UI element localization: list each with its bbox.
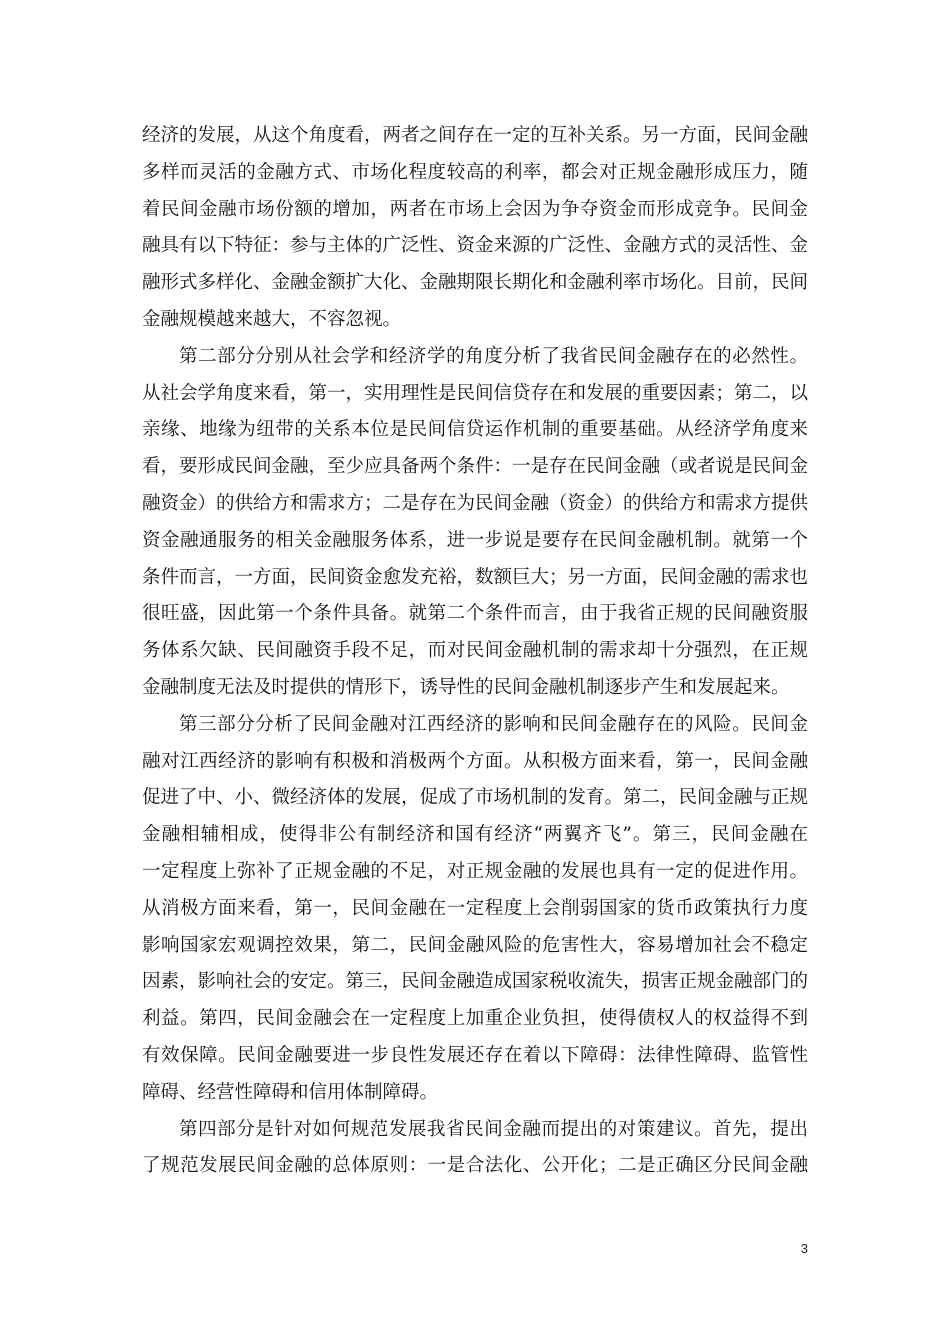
text-line: 第二部分分别从社会学和经济学的角度分析了我省民间金融存在的必然性。 bbox=[179, 345, 808, 367]
text-line: 影响国家宏观调控效果，第二，民间金融风险的危害性大，容易增加社会不稳定 bbox=[142, 934, 808, 956]
text-line: 多样而灵活的金融方式、市场化程度较高的利率，都会对正规金融形成压力，随 bbox=[142, 161, 808, 183]
text-line: 一定程度上弥补了正规金融的不足，对正规金融的发展也具有一定的促进作用。 bbox=[142, 860, 808, 882]
text-line: 很旺盛，因此第一个条件具备。就第二个条件而言，由于我省正规的民间融资服 bbox=[142, 603, 808, 625]
text-line: 融资金）的供给方和需求方；二是存在为民间金融（资金）的供给方和需求方提供 bbox=[142, 492, 809, 514]
text-line: 金融制度无法及时提供的情形下，诱导性的民间金融机制逐步产生和发展起来。 bbox=[142, 676, 790, 698]
text-line: 融形式多样化、金融金额扩大化、金融期限长期化和金融利率市场化。目前，民间 bbox=[142, 272, 809, 294]
text-line: 障碍、经营性障碍和信用体制障碍。 bbox=[142, 1081, 439, 1103]
text-line: 了规范发展民间金融的总体原则：一是合法化、公开化；二是正确区分民间金融 bbox=[142, 1155, 808, 1177]
text-line: 务体系欠缺、民间融资手段不足，而对民间金融机制的需求却十分强烈，在正规 bbox=[142, 640, 808, 662]
text-line: 资金融通服务的相关金融服务体系，进一步说是要存在民间金融机制。就第一个 bbox=[142, 529, 808, 551]
text-line: 第三部分分析了民间金融对江西经济的影响和民间金融存在的风险。民间金 bbox=[179, 713, 808, 735]
text-line: 第四部分是针对如何规范发展我省民间金融而提出的对策建议。首先，提出 bbox=[179, 1118, 808, 1140]
text-line: 促进了中、小、微经济体的发展，促成了市场机制的发育。第二，民间金融与正规 bbox=[142, 787, 809, 809]
text-line: 亲缘、地缘为纽带的关系本位是民间信贷运作机制的重要基础。从经济学角度来 bbox=[142, 419, 808, 441]
paragraph bbox=[142, 118, 808, 339]
text-line: 经济的发展，从这个角度看，两者之间存在一定的互补关系。另一方面，民间金融 bbox=[142, 125, 809, 146]
text-line: 融对江西经济的影响有积极和消极两个方面。从积极方面来看，第一，民间金融 bbox=[142, 750, 808, 772]
paragraph bbox=[142, 339, 808, 707]
text-line: 金融相辅相成，使得非公有制经济和国有经济“两翼齐飞”。第三，民间金融在 bbox=[142, 824, 808, 846]
text-line: 金融规模越来越大，不容忽视。 bbox=[142, 308, 402, 330]
body-text bbox=[142, 118, 808, 1185]
text-line: 融具有以下特征：参与主体的广泛性、资金来源的广泛性、金融方式的灵活性、金 bbox=[142, 235, 809, 257]
page-number: 3 bbox=[800, 1241, 808, 1256]
text-line: 从消极方面来看，第一，民间金融在一定程度上会削弱国家的货币政策执行力度 bbox=[142, 897, 808, 919]
paragraph bbox=[142, 707, 808, 1112]
paragraph bbox=[142, 1112, 808, 1186]
text-line: 因素，影响社会的安定。第三，民间金融造成国家税收流失，损害正规金融部门的 bbox=[142, 971, 809, 993]
text-line: 看，要形成民间金融，至少应具备两个条件：一是存在民间金融（或者说是民间金 bbox=[142, 456, 809, 478]
text-line: 利益。第四，民间金融会在一定程度上加重企业负担，使得债权人的权益得不到 bbox=[142, 1008, 808, 1030]
text-line: 有效保障。民间金融要进一步良性发展还存在着以下障碍：法律性障碍、监管性 bbox=[142, 1044, 808, 1066]
text-line: 着民间金融市场份额的增加，两者在市场上会因为争夺资金而形成竞争。民间金 bbox=[142, 198, 808, 220]
text-line: 从社会学角度来看，第一，实用理性是民间信贷存在和发展的重要因素；第二，以 bbox=[142, 382, 809, 404]
text-line: 条件而言，一方面，民间资金愈发充裕，数额巨大；另一方面，民间金融的需求也 bbox=[142, 566, 809, 588]
